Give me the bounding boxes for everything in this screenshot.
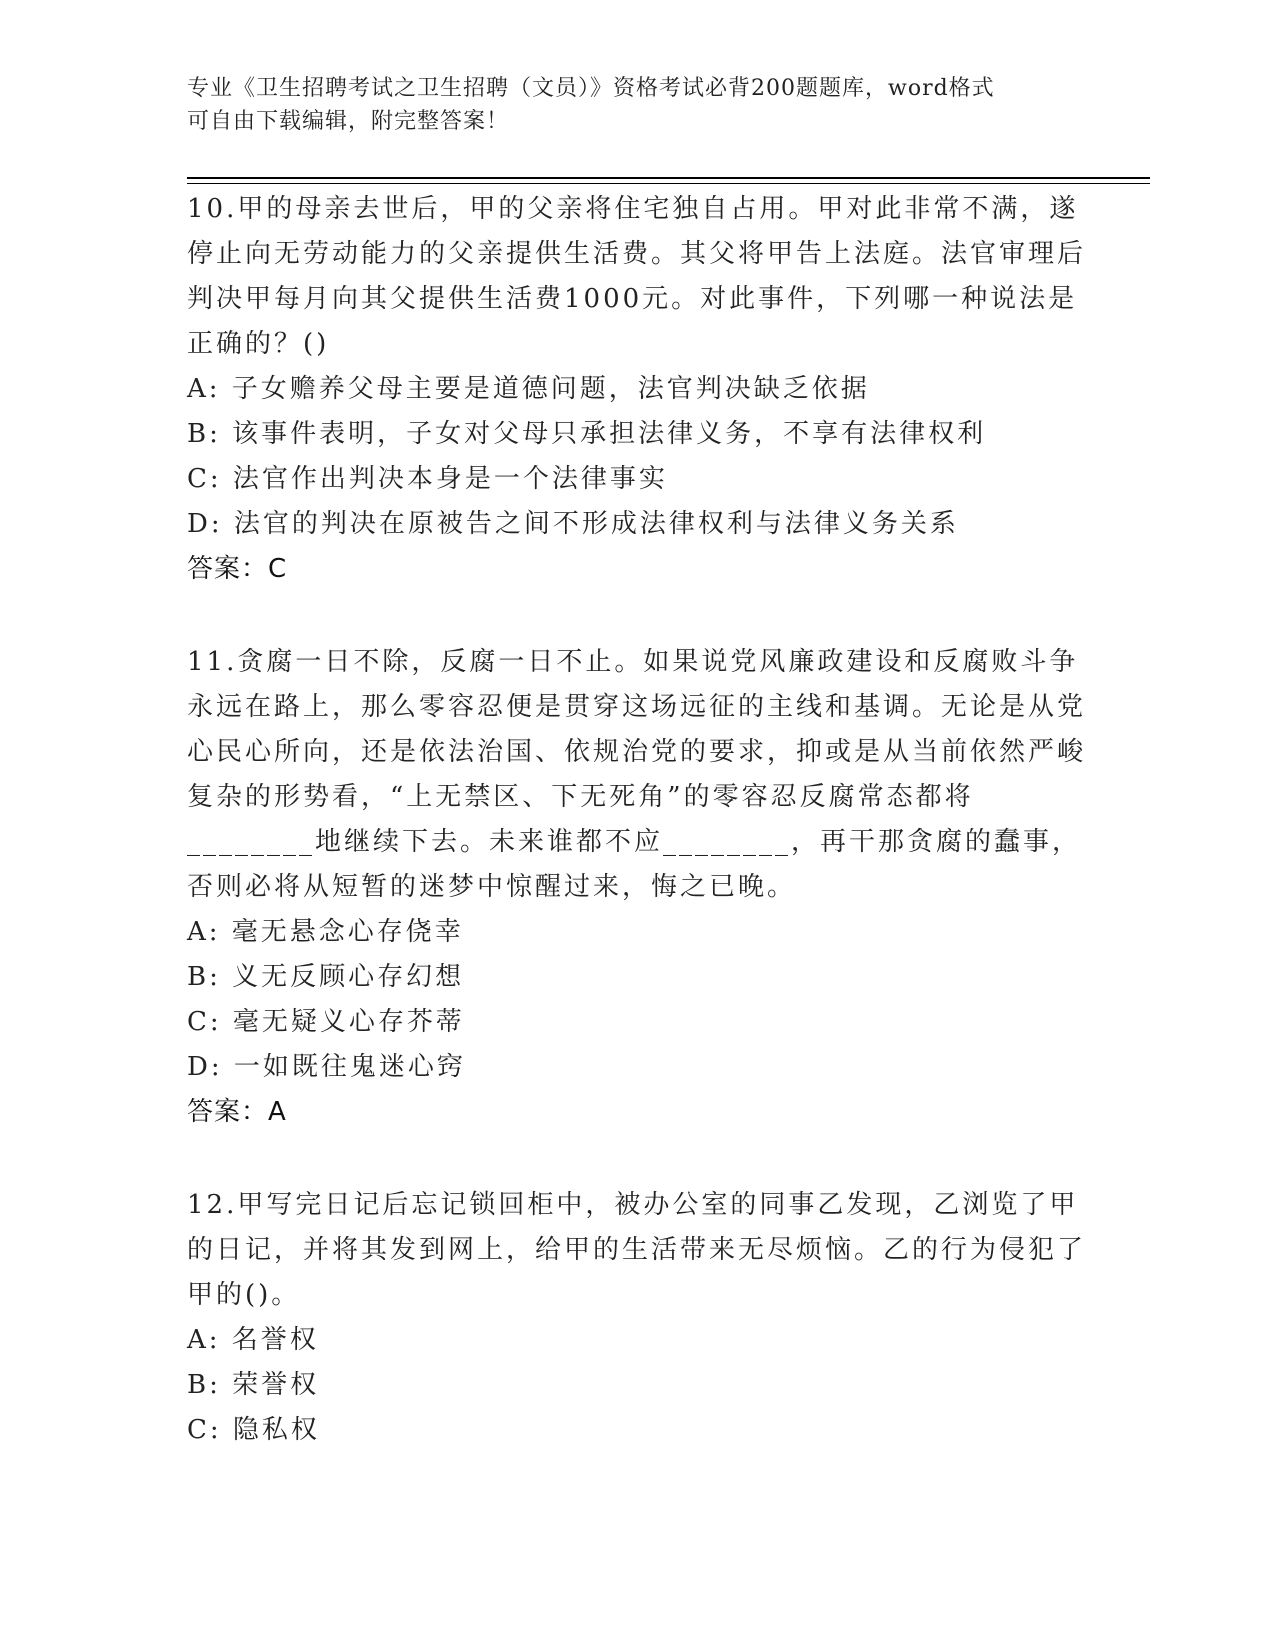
header-line-1: 专业《卫生招聘考试之卫生招聘（文员）》资格考试必背200题题库，word格式: [187, 76, 995, 101]
question-stem: 11.贪腐一日不除，反腐一日不止。如果说党风廉政建设和反腐败斗争永远在路上，那么零容忍便是贯穿这场远征的主线和基调。无论是从党心民心所向，还是依法治国、依规治党的要求，抑或是从当前依然严峻复杂的形势看，“上无禁区、下无死角”的零容忍反腐常态都将________地继续下去。未来谁都不应________，再干那贪腐的蠢事，否则必将从短暂的迷梦中惊醒过来，悔之已晚。: [187, 647, 1087, 902]
option-a: A: 毫无悬念心存侥幸: [187, 917, 464, 947]
header-rule-thin: [187, 183, 1150, 184]
option-a: A: 子女赡养父母主要是道德问题，法官判决缺乏依据: [187, 374, 870, 404]
option-c: C: 隐私权: [187, 1415, 320, 1445]
header-rule-thick: [187, 177, 1150, 179]
option-c: C: 法官作出判决本身是一个法律事实: [187, 464, 668, 494]
question-stem: 10.甲的母亲去世后，甲的父亲将住宅独自占用。甲对此非常不满，遂停止向无劳动能力的父亲提供生活费。其父将甲告上法庭。法官审理后判决甲每月向其父提供生活费1000元。对此事件，下列哪一种说法是正确的？(): [187, 194, 1087, 359]
answer-label: 答案：C: [187, 554, 288, 584]
document-header: [187, 72, 1067, 138]
header-line-2: 可自由下载编辑，附完整答案！: [187, 109, 510, 134]
question-stem: 12.甲写完日记后忘记锁回柜中，被办公室的同事乙发现，乙浏览了甲的日记，并将其发到网上，给甲的生活带来无尽烦恼。乙的行为侵犯了甲的()。: [187, 1190, 1087, 1310]
option-d: D: 一如既往鬼迷心窍: [187, 1052, 466, 1082]
answer-label: 答案：A: [187, 1097, 287, 1127]
question-list: [187, 187, 1087, 1501]
question-10: [187, 187, 1087, 592]
option-d: D: 法官的判决在原被告之间不形成法律权利与法律义务关系: [187, 509, 959, 539]
option-a: A: 名誉权: [187, 1325, 319, 1355]
option-b: B: 义无反顾心存幻想: [187, 962, 465, 992]
question-11: [187, 640, 1087, 1135]
option-b: B: 荣誉权: [187, 1370, 320, 1400]
option-b: B: 该事件表明，子女对父母只承担法律义务，不享有法律权利: [187, 419, 987, 449]
question-12: [187, 1183, 1087, 1453]
option-c: C: 毫无疑义心存芥蒂: [187, 1007, 465, 1037]
